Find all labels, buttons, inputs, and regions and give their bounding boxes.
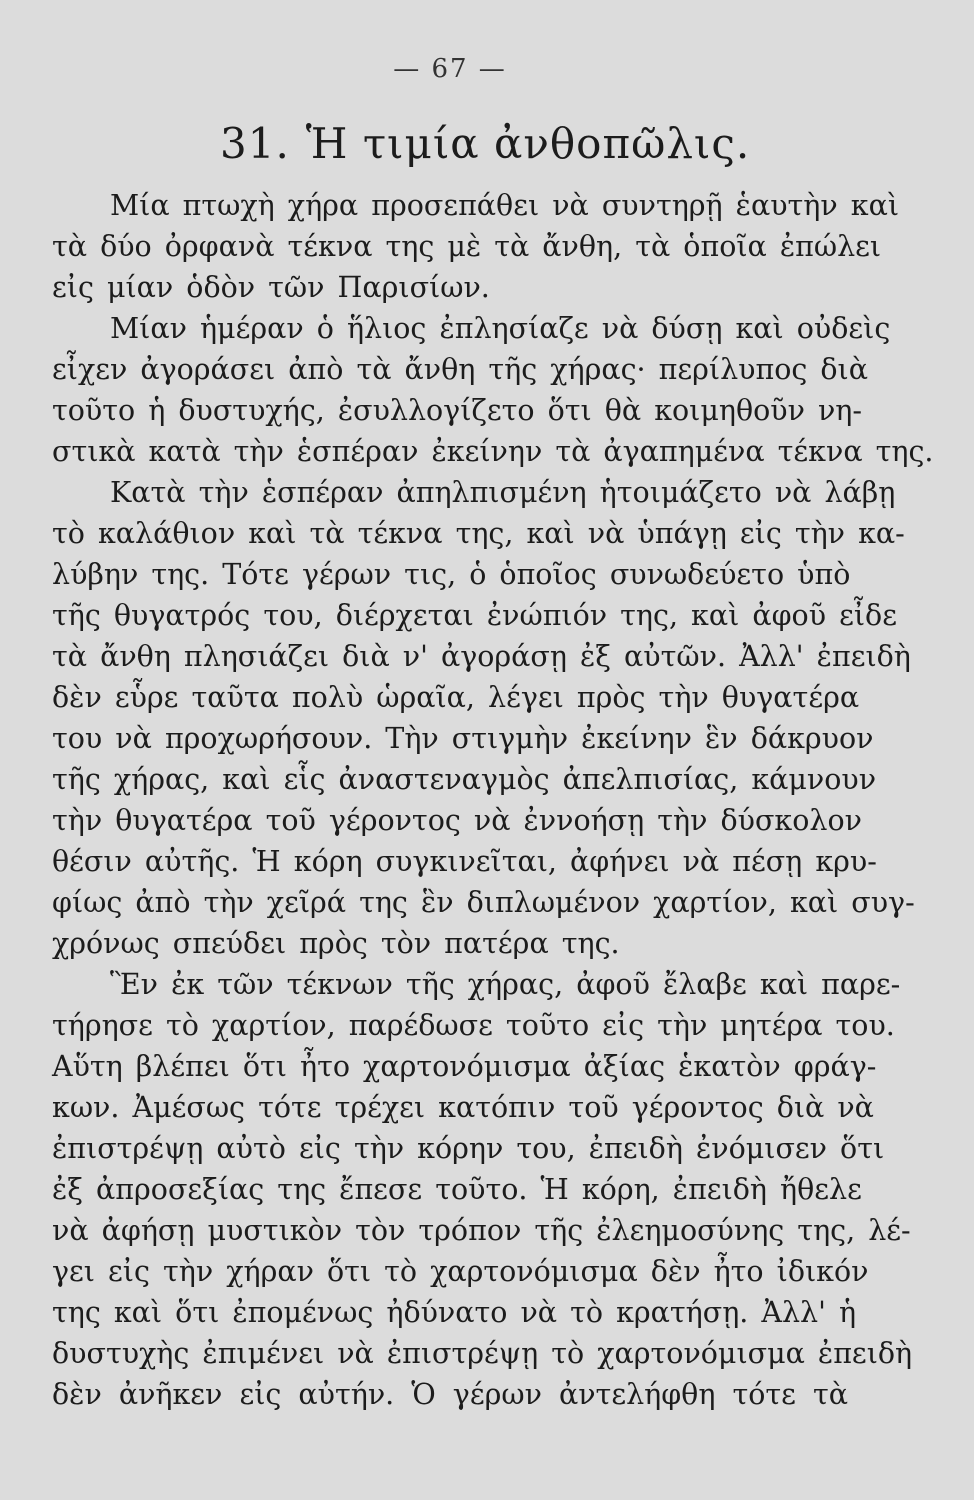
text-line-content: γει εἰς τὴν χήραν ὅτι τὸ χαρτονόμισμα δὲν ἦτο ἰδικόν — [52, 1255, 869, 1288]
text-line-content: τήρησε τὸ χαρτίον, παρέδωσε τοῦτο εἰς τὴν μητέρα του. — [52, 1009, 895, 1042]
text-line — [52, 759, 877, 800]
text-line — [52, 636, 911, 677]
text-line-content: εἶχεν ἀγοράσει ἀπὸ τὰ ἄνθη τῆς χήρας· περίλυπος διὰ — [52, 353, 868, 386]
text-line — [52, 1210, 911, 1251]
text-line — [52, 1087, 874, 1128]
text-line — [52, 1169, 862, 1210]
text-line-content: φίως ἀπὸ τὴν χεῖρά της ἓν διπλωμένον χαρτίον, καὶ συγ- — [52, 886, 915, 919]
text-line-content: ἐπιστρέψῃ αὐτὸ εἰς τὴν κόρην του, ἐπειδὴ ἐνόμισεν ὅτι — [52, 1132, 885, 1165]
text-line — [52, 923, 848, 964]
text-line-content: τοῦτο ἡ δυστυχής, ἐσυλλογίζετο ὅτι θὰ κοιμηθοῦν νη- — [52, 394, 863, 427]
text-line-content: Κατὰ τὴν ἑσπέραν ἀπηλπισμένη ἡτοιμάζετο νὰ λάβῃ — [110, 476, 896, 509]
text-line — [52, 554, 851, 595]
text-line-content: στικὰ κατὰ τὴν ἑσπέραν ἐκείνην τὰ ἀγαπημένα τέκνα της. — [52, 435, 934, 468]
chapter-number: 31. — [220, 119, 290, 168]
text-line-content: τῆς χήρας, καὶ εἷς ἀναστεναγμὸς ἀπελπισίας, κάμνουν — [52, 763, 877, 796]
text-line — [52, 964, 901, 1005]
text-line — [52, 1128, 885, 1169]
text-line — [52, 513, 905, 554]
text-line — [52, 390, 863, 431]
text-line-content: Αὕτη βλέπει ὅτι ἦτο χαρτονόμισμα ἀξίας ἑκατὸν φράγ- — [52, 1050, 877, 1083]
text-line — [52, 800, 862, 841]
text-line-content: τὰ δύο ὀρφανὰ τέκνα της μὲ τὰ ἄνθη, τὰ ὁποῖα ἐπώλει — [52, 230, 882, 263]
text-line — [52, 431, 934, 472]
chapter-title-text: Ἡ τιμία ἀνθοπῶλις. — [305, 119, 751, 168]
text-line — [52, 718, 874, 759]
text-line-content: τὰ ἄνθη πλησιάζει διὰ ν' ἀγοράσῃ ἐξ αὐτῶν. Ἀλλ' ἐπειδὴ — [52, 640, 911, 673]
text-line-content: δὲν ἀνῆκεν εἰς αὐτήν. Ὁ γέρων ἀντελήφθη τότε τὰ — [52, 1378, 848, 1411]
text-line-content: τὸ καλάθιον καὶ τὰ τέκνα της, καὶ νὰ ὑπάγῃ εἰς τὴν κα- — [52, 517, 905, 550]
text-line — [52, 226, 882, 267]
text-line — [52, 677, 860, 718]
text-line-content: λύβην της. Τότε γέρων τις, ὁ ὁποῖος συνωδεύετο ὑπὸ — [52, 558, 851, 591]
text-line — [52, 308, 891, 349]
text-line-content: κων. Ἀμέσως τότε τρέχει κατόπιν τοῦ γέροντος διὰ νὰ — [52, 1091, 874, 1124]
text-line — [52, 349, 868, 390]
text-line-content: ἐξ ἀπροσεξίας της ἔπεσε τοῦτο. Ἡ κόρη, ἐπειδὴ ἤθελε — [52, 1173, 862, 1206]
chapter-title — [220, 118, 750, 170]
text-line-content: του νὰ προχωρήσουν. Τὴν στιγμὴν ἐκείνην ἓν δάκρυον — [52, 722, 874, 755]
text-line-content: θέσιν αὐτῆς. Ἡ κόρη συγκινεῖται, ἀφήνει νὰ πέσῃ κρυ- — [52, 845, 877, 878]
text-line — [52, 595, 897, 636]
text-line — [52, 841, 877, 882]
text-line — [52, 1333, 913, 1374]
text-line-content: νὰ ἀφήσῃ μυστικὸν τὸν τρόπον τῆς ἐλεημοσύνης της, λέ- — [52, 1214, 911, 1247]
text-line-content: τὴν θυγατέρα τοῦ γέροντος νὰ ἐννοήσῃ τὴν δύσκολον — [52, 804, 862, 837]
text-line — [52, 1374, 848, 1415]
text-line — [52, 1292, 857, 1333]
text-line — [52, 882, 915, 923]
text-line-content: Μίαν ἡμέραν ὁ ἥλιος ἐπλησίαζε νὰ δύσῃ καὶ οὐδεὶς — [110, 312, 891, 345]
body-text — [52, 185, 934, 1415]
text-line — [52, 1251, 869, 1292]
text-line — [52, 1005, 895, 1046]
text-line-content: χρόνως σπεύδει πρὸς τὸν πατέρα της. — [52, 927, 620, 960]
text-line — [52, 472, 896, 513]
text-line-content: εἰς μίαν ὁδὸν τῶν Παρισίων. — [52, 271, 490, 304]
text-line-content: Μία πτωχὴ χήρα προσεπάθει νὰ συντηρῇ ἑαυτὴν καὶ — [110, 189, 899, 222]
text-line-content: τῆς θυγατρός του, διέρχεται ἐνώπιόν της, καὶ ἀφοῦ εἶδε — [52, 599, 897, 632]
text-line — [52, 185, 899, 226]
text-line — [52, 1046, 877, 1087]
page-number: — 67 — — [393, 54, 507, 84]
text-line-content: δυστυχὴς ἐπιμένει νὰ ἐπιστρέψῃ τὸ χαρτονόμισμα ἐπειδὴ — [52, 1337, 913, 1370]
text-line — [52, 267, 848, 308]
text-line-content: της καὶ ὅτι ἐπομένως ἠδύνατο νὰ τὸ κρατήσῃ. Ἀλλ' ἡ — [52, 1296, 857, 1329]
text-line-content: Ἓν ἐκ τῶν τέκνων τῆς χήρας, ἀφοῦ ἔλαβε καὶ παρε- — [110, 968, 901, 1001]
text-line-content: δὲν εὗρε ταῦτα πολὺ ὡραῖα, λέγει πρὸς τὴν θυγατέρα — [52, 681, 860, 714]
